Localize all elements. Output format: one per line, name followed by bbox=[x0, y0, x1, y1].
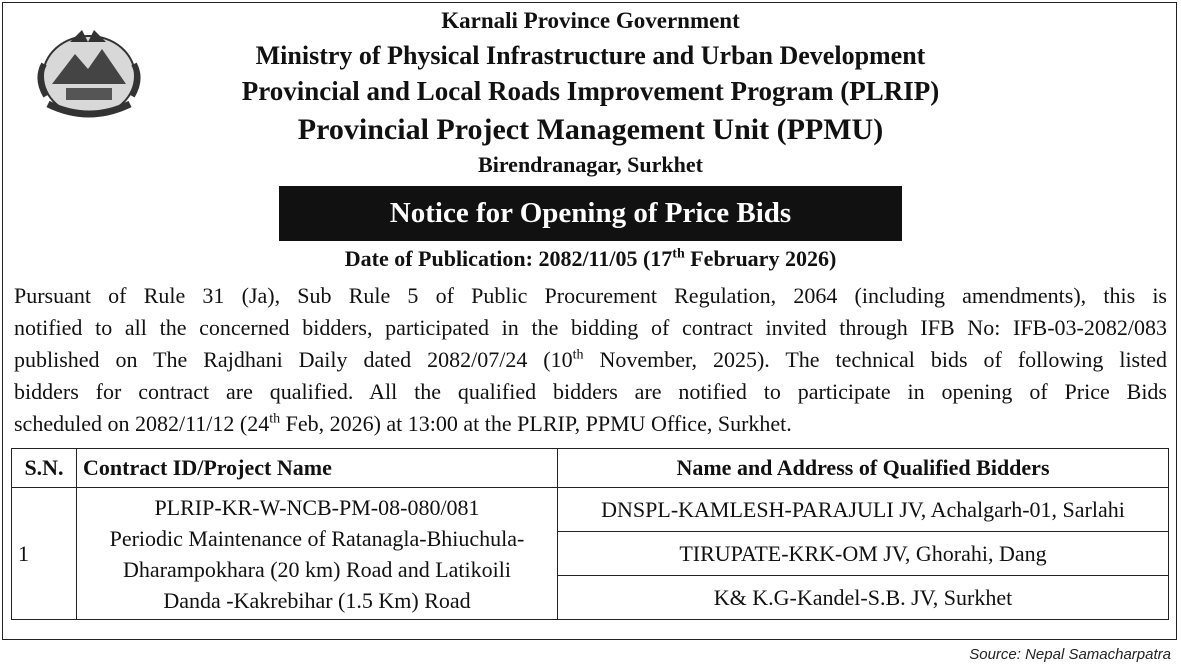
row-serial-number: 1 bbox=[12, 488, 77, 620]
unit-heading: Provincial Project Management Unit (PPMU) bbox=[297, 113, 884, 146]
notice-title-banner: Notice for Opening of Price Bids bbox=[279, 186, 902, 241]
bidder-cell: DNSPL-KAMLESH-PARAJULI JV, Achalgarh-01, Sarlahi bbox=[558, 488, 1169, 532]
qualified-bidders-table bbox=[11, 448, 1169, 620]
body-line: notified to all the concerned bidders, participated in the bidding of contract invited through IFB No: IFB-03-2082/083 bbox=[14, 315, 1167, 340]
source-credit: Source: Nepal Samacharpatra bbox=[969, 646, 1171, 663]
body-line: Pursuant of Rule 31 (Ja), Sub Rule 5 of Public Procurement Regulation, 2064 (including amendments), this is bbox=[14, 283, 1167, 308]
ministry-heading: Ministry of Physical Infrastructure and Urban Development bbox=[255, 41, 926, 70]
column-header-sn: S.N. bbox=[12, 449, 77, 488]
project-name-line: Danda -Kakrebihar (1.5 Km) Road bbox=[163, 587, 471, 613]
bidder-cell: TIRUPATE-KRK-OM JV, Ghorahi, Dang bbox=[558, 532, 1169, 576]
project-name-line: Dharampokhara (20 km) Road and Latikoili bbox=[123, 556, 511, 582]
column-header-project: Contract ID/Project Name bbox=[77, 449, 558, 488]
bidder-cell: K& K.G-Kandel-S.B. JV, Surkhet bbox=[558, 576, 1169, 620]
project-name-line: Periodic Maintenance of Ratanagla-Bhiuchula- bbox=[109, 525, 525, 551]
column-header-bidders: Name and Address of Qualified Bidders bbox=[558, 449, 1169, 488]
body-line: bidders for contract are qualified. All the qualified bidders are notified to participate in opening of Price Bids bbox=[14, 379, 1167, 404]
table-header-row bbox=[12, 449, 1169, 488]
program-heading: Provincial and Local Roads Improvement Program (PLRIP) bbox=[241, 76, 940, 106]
body-line: published on The Rajdhani Daily dated 2082/07/24 (10th November, 2025). The technical bids of following listed bbox=[14, 347, 1167, 372]
body-line: scheduled on 2082/11/12 (24th Feb, 2026) at 13:00 at the PLRIP, PPMU Office, Surkhet. bbox=[14, 411, 792, 436]
table-row bbox=[12, 488, 1169, 532]
province-government-heading: Karnali Province Government bbox=[441, 8, 740, 33]
notice-body bbox=[14, 280, 1167, 440]
publication-date: Date of Publication: 2082/11/05 (17th February 2026) bbox=[344, 246, 837, 271]
project-cell bbox=[77, 488, 558, 620]
nepal-emblem-icon bbox=[30, 24, 148, 124]
location-heading: Birendranagar, Surkhet bbox=[478, 152, 703, 177]
contract-id: PLRIP-KR-W-NCB-PM-08-080/081 bbox=[154, 494, 480, 520]
